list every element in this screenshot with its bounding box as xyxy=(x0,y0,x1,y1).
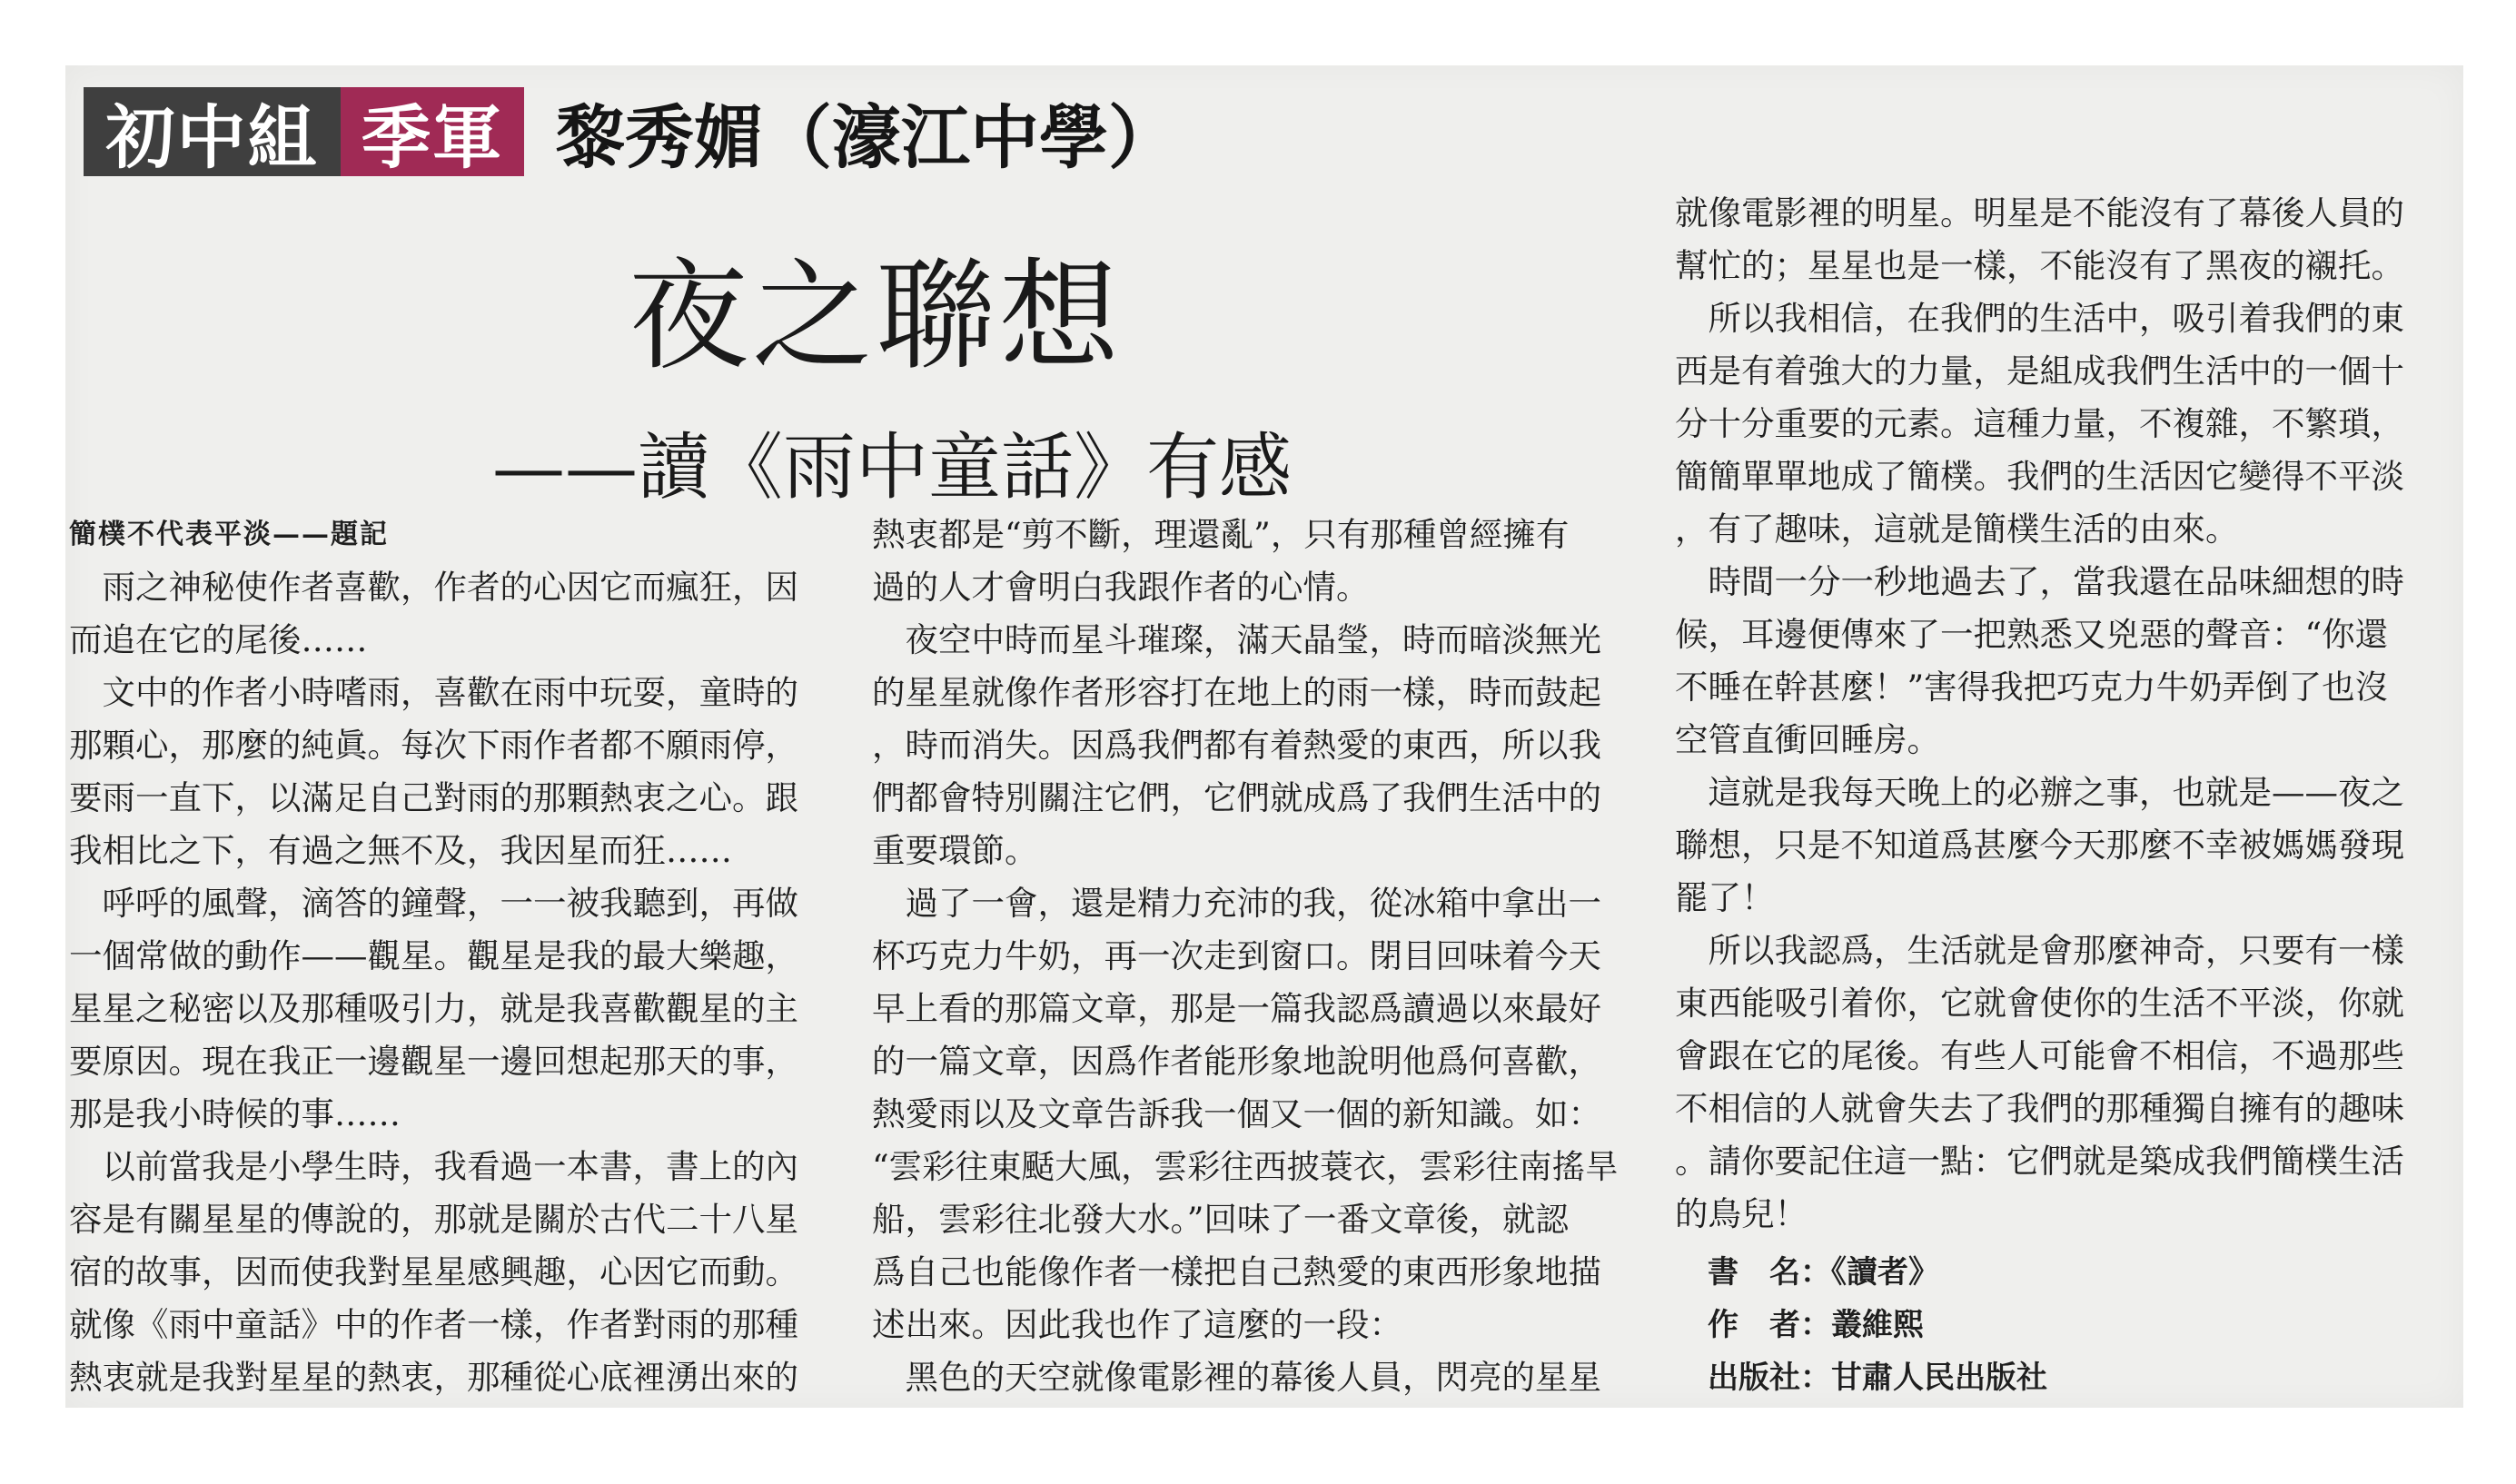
text-line: 幫忙的；星星也是一樣，不能沒有了黑夜的襯托。 xyxy=(1675,246,2404,285)
text-line: 呼呼的風聲，滴答的鐘聲，一一被我聽到，再做 xyxy=(69,884,798,923)
text-line: 要原因。現在我正一邊觀星一邊回想起那天的事， xyxy=(69,1042,798,1081)
text-line: 。請你要記住這一點：它們就是築成我們簡樸生活 xyxy=(1675,1142,2404,1181)
text-line: 空管直衝回睡房。 xyxy=(1675,720,1940,759)
text-line: 爲自己也能像作者一樣把自己熱愛的東西形象地描 xyxy=(872,1252,1601,1291)
text-line: 我相比之下，有過之無不及，我因星而狂…… xyxy=(69,831,732,870)
author-line: 黎秀媚（濠江中學） xyxy=(556,96,1177,178)
text-line: 那顆心，那麼的純眞。每次下雨作者都不願雨停， xyxy=(69,726,798,765)
text-line: ，有了趣味，這就是簡樸生活的由來。 xyxy=(1675,510,2239,549)
text-line: 早上看的那篇文章，那是一篇我認爲讀過以來最好 xyxy=(872,989,1601,1028)
epigraph: 簡樸不代表平淡——題記 xyxy=(69,519,389,550)
article-subtitle: ——讀《雨中童話》有感 xyxy=(492,425,1292,510)
text-line: 那是我小時候的事…… xyxy=(69,1094,401,1133)
text-line: 聯想，只是不知道爲甚麼今天那麼不幸被媽媽發現 xyxy=(1675,826,2404,865)
text-line: “雲彩往東颳大風，雲彩往西披蓑衣，雲彩往南搖旱 xyxy=(872,1147,1619,1186)
text-line: 時間一分一秒地過去了，當我還在品味細想的時 xyxy=(1675,562,2404,601)
text-line: 所以我相信，在我們的生活中，吸引着我們的東 xyxy=(1675,299,2404,338)
book-publisher-row: 出版社：甘肅人民出版社 xyxy=(1708,1360,2047,1396)
text-line: 會跟在它的尾後。有些人可能會不相信，不過那些 xyxy=(1675,1036,2404,1075)
text-line: ，時而消失。因爲我們都有着熱愛的東西，所以我 xyxy=(872,726,1601,765)
text-line: 重要環節。 xyxy=(872,831,1038,870)
text-line: 過的人才會明白我跟作者的心情。 xyxy=(872,568,1370,607)
book-info xyxy=(1675,1246,2456,1404)
text-line: 過了一會，還是精力充沛的我，從冰箱中拿出一 xyxy=(872,884,1601,923)
text-line: 的星星就像作者形容打在地上的雨一樣，時而鼓起 xyxy=(872,673,1601,712)
text-line: 這就是我每天晚上的必辦之事，也就是——夜之 xyxy=(1675,773,2404,812)
text-line: 述出來。因此我也作了這麼的一段： xyxy=(872,1305,1402,1344)
book-title-row: 書 名：《讀者》 xyxy=(1708,1254,1939,1291)
newspaper-clipping xyxy=(65,65,2463,1408)
text-line: 文中的作者小時嗜雨，喜歡在雨中玩耍，童時的 xyxy=(69,673,798,712)
text-line: 候，耳邊便傳來了一把熟悉又兇惡的聲音：“你還 xyxy=(1675,615,2389,654)
text-line: 就像《雨中童話》中的作者一樣，作者對雨的那種 xyxy=(69,1305,798,1344)
text-line: 星星之秘密以及那種吸引力，就是我喜歡觀星的主 xyxy=(69,989,798,1028)
text-line: 簡簡單單地成了簡樸。我們的生活因它變得不平淡 xyxy=(1675,457,2404,496)
book-author-row: 作 者：叢維熙 xyxy=(1708,1307,1924,1343)
text-line: 雨之神秘使作者喜歡，作者的心因它而瘋狂，因 xyxy=(69,568,798,607)
text-line: 黑色的天空就像電影裡的幕後人員，閃亮的星星 xyxy=(872,1358,1601,1397)
text-line: 罷了！ xyxy=(1675,878,1775,917)
text-line: 熱衷都是“剪不斷，理還亂”，只有那種曾經擁有 xyxy=(872,515,1570,554)
grade-label: 初中組 xyxy=(84,87,341,176)
text-line: 要雨一直下，以滿足自己對雨的那顆熱衷之心。跟 xyxy=(69,778,798,817)
text-line: 東西能吸引着你，它就會使你的生活不平淡，你就 xyxy=(1675,984,2404,1023)
text-line: 夜空中時而星斗璀璨，滿天晶瑩，時而暗淡無光 xyxy=(872,620,1601,659)
text-line: 船，雲彩往北發大水。”回味了一番文章後，就認 xyxy=(872,1200,1569,1239)
text-line: 不相信的人就會失去了我們的那種獨自擁有的趣味 xyxy=(1675,1089,2404,1128)
article-title: 夜之聯想 xyxy=(629,247,1123,387)
text-line: 杯巧克力牛奶，再一次走到窗口。閉目回味着今天 xyxy=(872,936,1601,975)
text-line: 就像電影裡的明星。明星是不能沒有了幕後人員的 xyxy=(1675,193,2404,232)
award-label: 季軍 xyxy=(341,87,524,176)
text-line: 分十分重要的元素。這種力量，不複雜，不繁瑣， xyxy=(1675,404,2404,443)
text-line: 容是有關星星的傳說的，那就是關於古代二十八星 xyxy=(69,1200,798,1239)
text-column-2 xyxy=(872,509,1653,1404)
text-line: 而追在它的尾後…… xyxy=(69,620,368,659)
text-line: 以前當我是小學生時，我看過一本書，書上的內 xyxy=(69,1147,798,1186)
text-line: 們都會特別關注它們，它們就成爲了我們生活中的 xyxy=(872,778,1601,817)
text-line: 熱衷就是我對星星的熱衷，那種從心底裡湧出來的 xyxy=(69,1358,798,1397)
text-line: 不睡在幹甚麼！”害得我把巧克力牛奶弄倒了也沒 xyxy=(1675,668,2389,707)
text-line: 的一篇文章，因爲作者能形象地說明他爲何喜歡， xyxy=(872,1042,1601,1081)
text-line: 西是有着強大的力量，是組成我們生活中的一個十 xyxy=(1675,351,2404,391)
text-line: 的鳥兒！ xyxy=(1675,1194,1808,1233)
text-line: 一個常做的動作——觀星。觀星是我的最大樂趣， xyxy=(69,936,798,975)
text-column-1 xyxy=(69,509,850,1404)
text-line: 宿的故事，因而使我對星星感興趣，心因它而動。 xyxy=(69,1252,798,1291)
text-line: 所以我認爲，生活就是會那麼神奇，只要有一樣 xyxy=(1675,931,2404,970)
text-column-3 xyxy=(1675,187,2456,1404)
category-header xyxy=(84,87,524,176)
text-line: 熱愛雨以及文章告訴我一個又一個的新知識。如： xyxy=(872,1094,1601,1133)
